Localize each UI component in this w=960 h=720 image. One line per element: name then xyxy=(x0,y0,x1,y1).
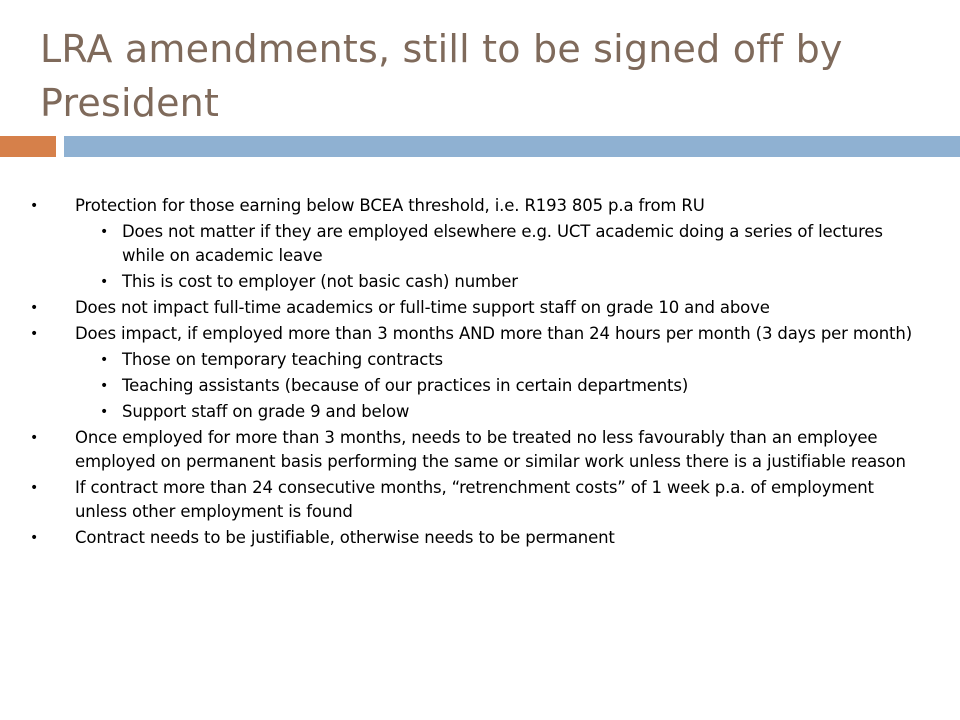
bullet-item xyxy=(30,296,930,320)
bullet-dot-icon: • xyxy=(30,430,39,446)
bullet-dot-icon: • xyxy=(30,198,39,214)
bullet-dot-icon: • xyxy=(100,404,109,420)
bullet-text: Does impact, if employed more than 3 months AND more than 24 hours per month (3 days per month) xyxy=(75,324,912,343)
bullet-dot-icon: • xyxy=(30,480,39,496)
sub-bullet-item xyxy=(30,400,930,424)
bullet-dot-icon: • xyxy=(100,352,109,368)
bullet-text: Protection for those earning below BCEA threshold, i.e. R193 805 p.a from RU xyxy=(75,196,705,215)
bullet-dot-icon: • xyxy=(30,326,39,342)
bullet-item xyxy=(30,426,930,474)
bullet-text: Support staff on grade 9 and below xyxy=(122,402,410,421)
slide-title: LRA amendments, still to be signed off by President xyxy=(40,27,843,125)
bullet-list xyxy=(30,194,930,552)
bullet-dot-icon: • xyxy=(100,378,109,394)
bullet-text: Does not impact full-time academics or full-time support staff on grade 10 and above xyxy=(75,298,770,317)
bullet-text: Contract needs to be justifiable, otherwise needs to be permanent xyxy=(75,528,615,547)
bullet-text: Those on temporary teaching contracts xyxy=(122,350,443,369)
bullet-item xyxy=(30,322,930,346)
bullet-dot-icon: • xyxy=(100,274,109,290)
sub-bullet-item xyxy=(30,220,930,268)
bullet-item xyxy=(30,526,930,550)
bullet-item xyxy=(30,194,930,218)
sub-bullet-item xyxy=(30,348,930,372)
bullet-text: Once employed for more than 3 months, needs to be treated no less favourably than an employee employed on permanent basis performing the same or similar work unless there is a justifiable reason xyxy=(75,428,906,471)
accent-bar-blue xyxy=(64,136,960,157)
bullet-dot-icon: • xyxy=(30,300,39,316)
accent-bar-orange xyxy=(0,136,56,157)
bullet-dot-icon: • xyxy=(30,530,39,546)
sub-bullet-item xyxy=(30,374,930,398)
bullet-text: This is cost to employer (not basic cash) number xyxy=(122,272,518,291)
bullet-text: Teaching assistants (because of our practices in certain departments) xyxy=(122,376,689,395)
bullet-item xyxy=(30,476,930,524)
sub-bullet-item xyxy=(30,270,930,294)
bullet-text: Does not matter if they are employed elsewhere e.g. UCT academic doing a series of lectures while on academic leave xyxy=(122,222,883,265)
bullet-dot-icon: • xyxy=(100,224,109,240)
bullet-text: If contract more than 24 consecutive months, “retrenchment costs” of 1 week p.a. of employment unless other employment is found xyxy=(75,478,874,521)
